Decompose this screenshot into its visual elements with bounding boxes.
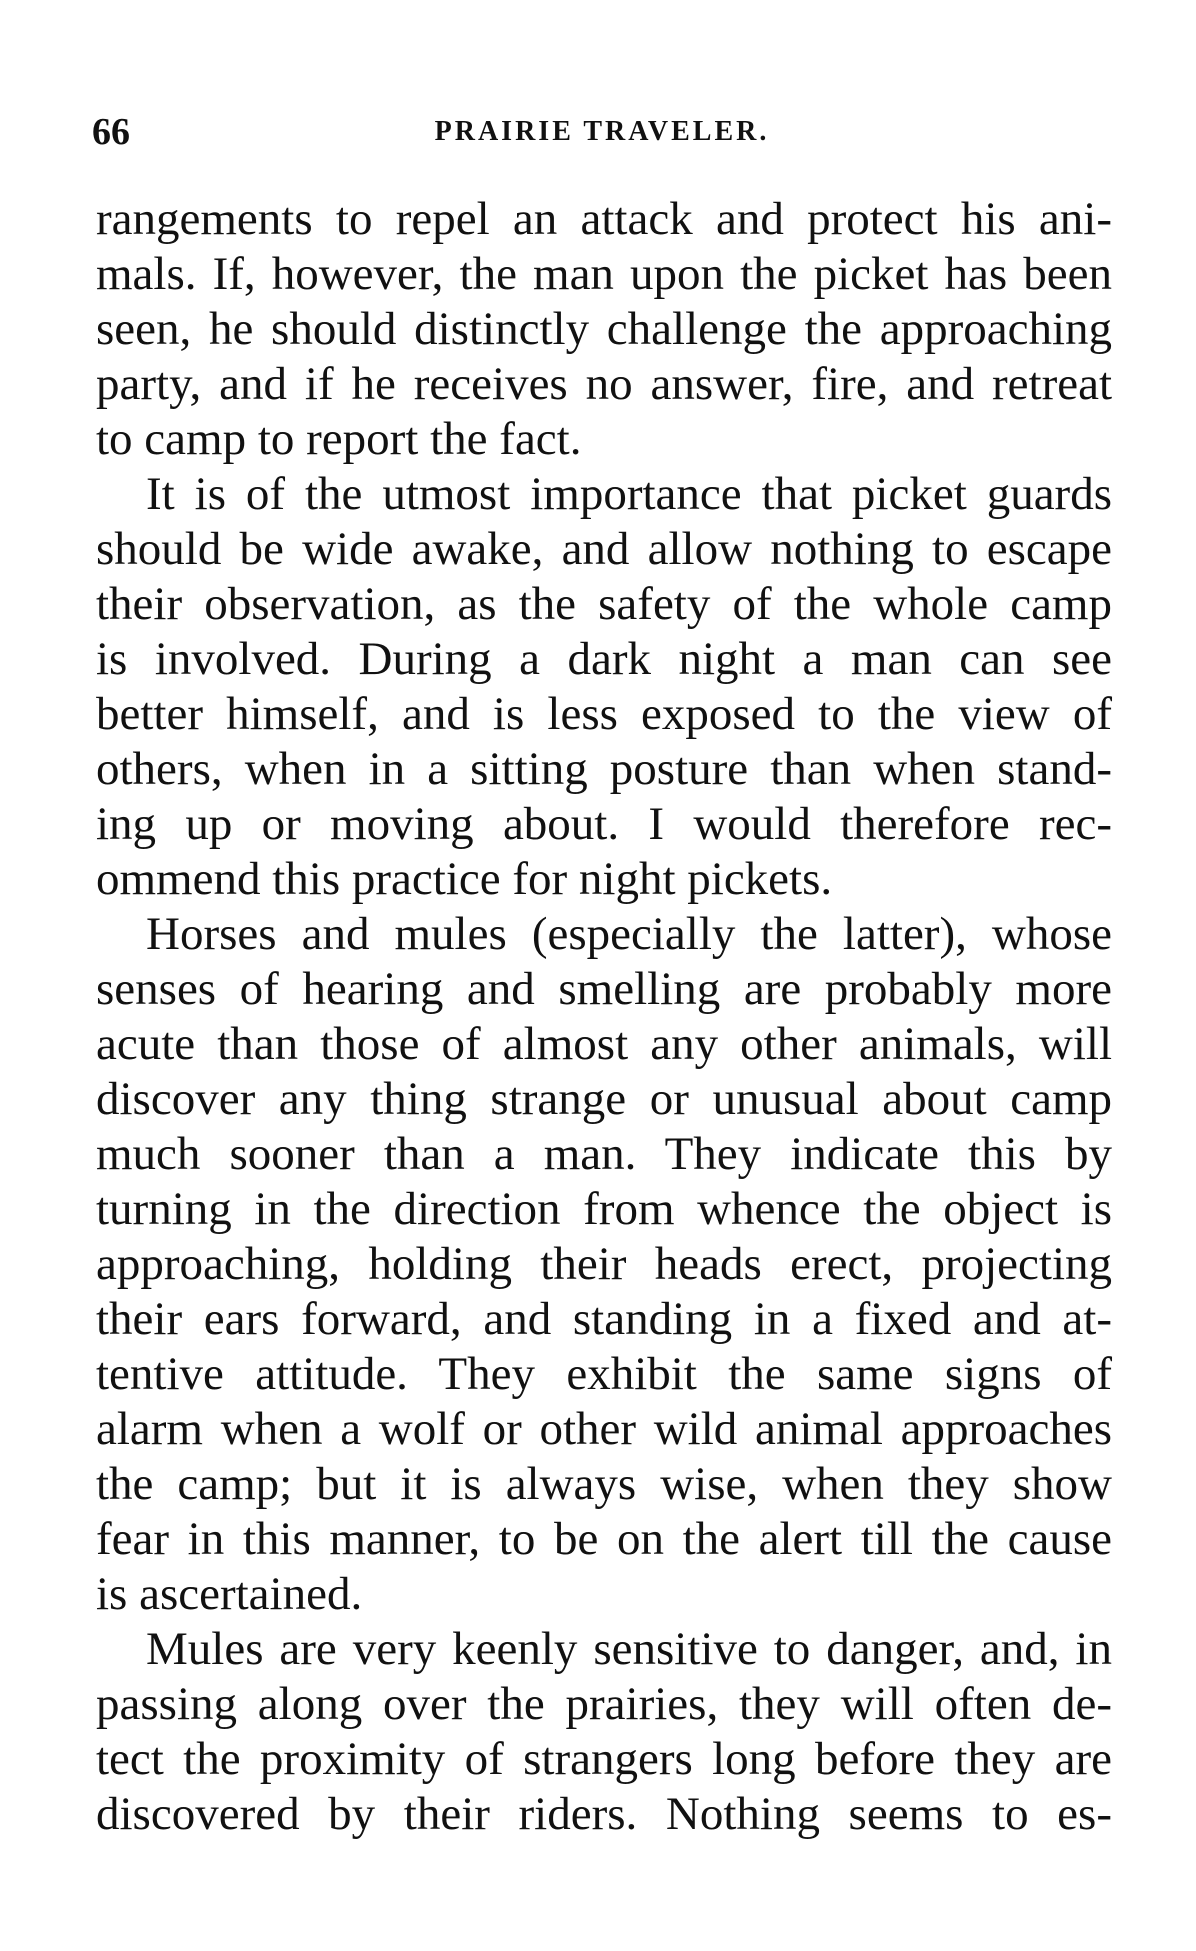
text-line: discovered by their riders. Nothing seems to es- [96, 1788, 1112, 1840]
text-line: fear in this manner, to be on the alert till the cause [96, 1513, 1112, 1565]
text-line: should be wide awake, and allow nothing to escape [96, 523, 1112, 575]
running-head [92, 104, 1112, 160]
text-line: Mules are very keenly sensitive to danger, and, in [146, 1623, 1112, 1675]
text-line: discover any thing strange or unusual about camp [96, 1073, 1112, 1125]
text-line: Horses and mules (especially the latter), whose [146, 908, 1112, 960]
text-line: mals. If, however, the man upon the picket has been [96, 248, 1112, 300]
paragraph [96, 467, 1112, 907]
text-line: It is of the utmost importance that picket guards [146, 468, 1112, 520]
text-line: alarm when a wolf or other wild animal approaches [96, 1403, 1112, 1455]
text-line: acute than those of almost any other animals, will [96, 1018, 1112, 1070]
text-line: to camp to report the fact. [96, 413, 582, 465]
text-line: much sooner than a man. They indicate this by [96, 1128, 1112, 1180]
page-number: 66 [92, 111, 130, 153]
text-line: their ears forward, and standing in a fixed and at- [96, 1293, 1112, 1345]
text-line: others, when in a sitting posture than when stand- [96, 743, 1112, 795]
text-line: approaching, holding their heads erect, projecting [96, 1238, 1112, 1290]
text-line: party, and if he receives no answer, fire, and retreat [96, 358, 1112, 410]
paragraph [96, 907, 1112, 1622]
text-line: the camp; but it is always wise, when they show [96, 1458, 1112, 1510]
text-line: seen, he should distinctly challenge the approaching [96, 303, 1112, 355]
text-line: senses of hearing and smelling are probably more [96, 963, 1112, 1015]
running-title: PRAIRIE TRAVELER. [434, 116, 770, 147]
text-line: turning in the direction from whence the object is [96, 1183, 1112, 1235]
text-line: better himself, and is less exposed to the view of [96, 688, 1112, 740]
paragraph [96, 1622, 1112, 1842]
text-line: ing up or moving about. I would therefore rec- [96, 798, 1112, 850]
text-line: is involved. During a dark night a man can see [96, 633, 1112, 685]
text-line: ommend this practice for night pickets. [96, 853, 833, 905]
text-line: their observation, as the safety of the whole camp [96, 578, 1112, 630]
paragraph [96, 192, 1112, 467]
text-line: tentive attitude. They exhibit the same signs of [96, 1348, 1112, 1400]
text-line: tect the proximity of strangers long before they are [96, 1733, 1112, 1785]
body-text [96, 192, 1112, 1842]
text-line: passing along over the prairies, they will often de- [96, 1678, 1112, 1730]
text-line: is ascertained. [96, 1568, 363, 1620]
text-line: rangements to repel an attack and protect his ani- [96, 193, 1112, 245]
